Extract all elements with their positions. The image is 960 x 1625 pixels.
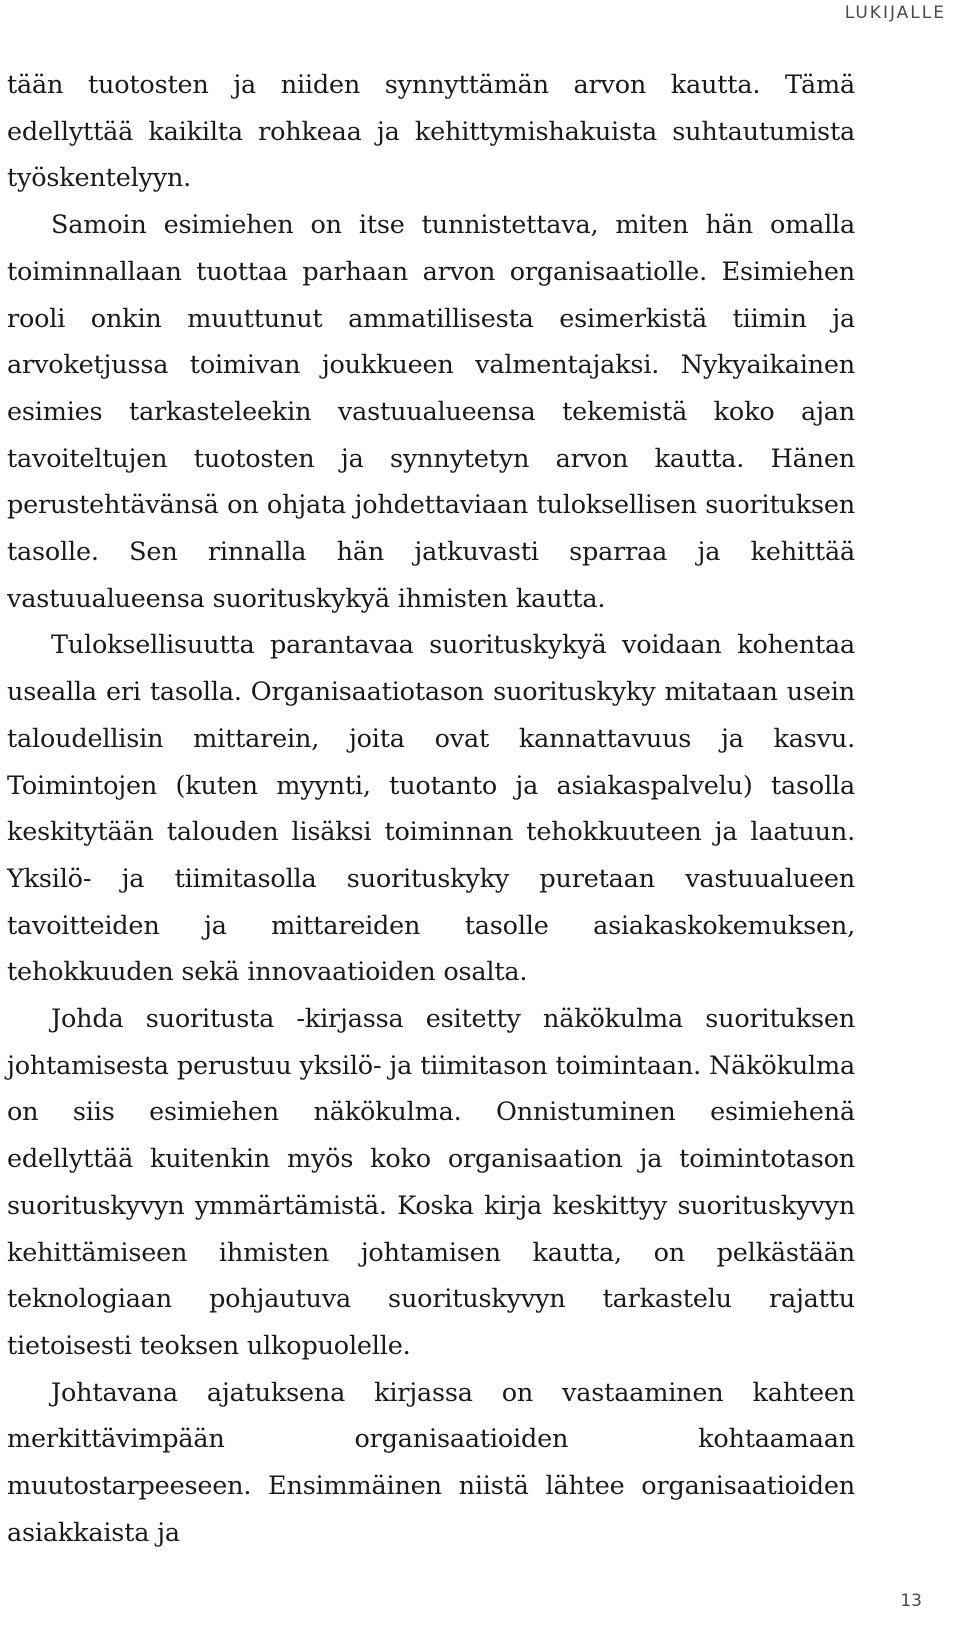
page-number: 13	[900, 1591, 922, 1611]
paragraph-2: Samoin esimiehen on itse tunnistettava, miten hän omalla toiminnallaan tuottaa parhaan arvon organisaatiolle. Esimiehen rooli onkin muuttunut ammatillisesta esimerkistä tiimin ja arvoketjussa toimivan joukkueen valmentajaksi. Nykyaikainen esimies tarkasteleekin vastuualueensa tekemistä koko ajan tavoiteltujen tuotosten ja synnytetyn arvon kautta. Hänen perustehtävänsä on ohjata johdettaviaan tuloksellisen suorituksen tasolle. Sen rinnalla hän jatkuvasti sparraa ja kehittää vastuualueensa suorituskykyä ihmisten kautta.	[7, 210, 855, 614]
paragraph-4: Johda suoritusta -kirjassa esitetty näkökulma suorituksen johtamisesta perustuu yksilö- ja tiimitason toimintaan. Näkökulma on siis esimiehen näkökulma. Onnistuminen esimiehenä edellyttää kuitenkin myös koko organisaation ja toimintotason suorituskyvyn ymmärtämistä. Koska kirja keskittyy suorituskyvyn kehittämiseen ihmisten johtamisen kautta, on pelkästään teknologiaan pohjautuva suorituskyvyn tarkastelu rajattu tietoisesti teoksen ulkopuolelle.	[7, 1004, 855, 1361]
paragraph-3: Tuloksellisuutta parantavaa suorituskykyä voidaan kohentaa usealla eri tasolla. Organisaatiotason suorituskyky mitataan usein taloudellisin mittarein, joita ovat kannattavuus ja kasvu. Toimintojen (kuten myynti, tuotanto ja asiakaspalvelu) tasolla keskitytään talouden lisäksi toiminnan tehokkuuteen ja laatuun. Yksilö- ja tiimitasolla suorituskyky puretaan vastuualueen tavoitteiden ja mittareiden tasolle asiakaskokemuksen, tehokkuuden sekä innovaatioiden osalta.	[7, 630, 855, 988]
running-head: LUKIJALLE	[844, 3, 946, 23]
paragraph-5: Johtavana ajatuksena kirjassa on vastaaminen kahteen merkittävimpään organisaatioiden kohtaamaan muutostarpeeseen. Ensimmäinen niistä lähtee organisaatioiden asiakkaista ja	[7, 1377, 855, 1548]
paragraph-1: tään tuotosten ja niiden synnyttämän arvon kautta. Tämä edellyttää kaikilta rohkeaa ja kehittymishakuista suhtautumista työskentelyyn.	[7, 70, 855, 194]
body-text	[7, 62, 855, 1557]
